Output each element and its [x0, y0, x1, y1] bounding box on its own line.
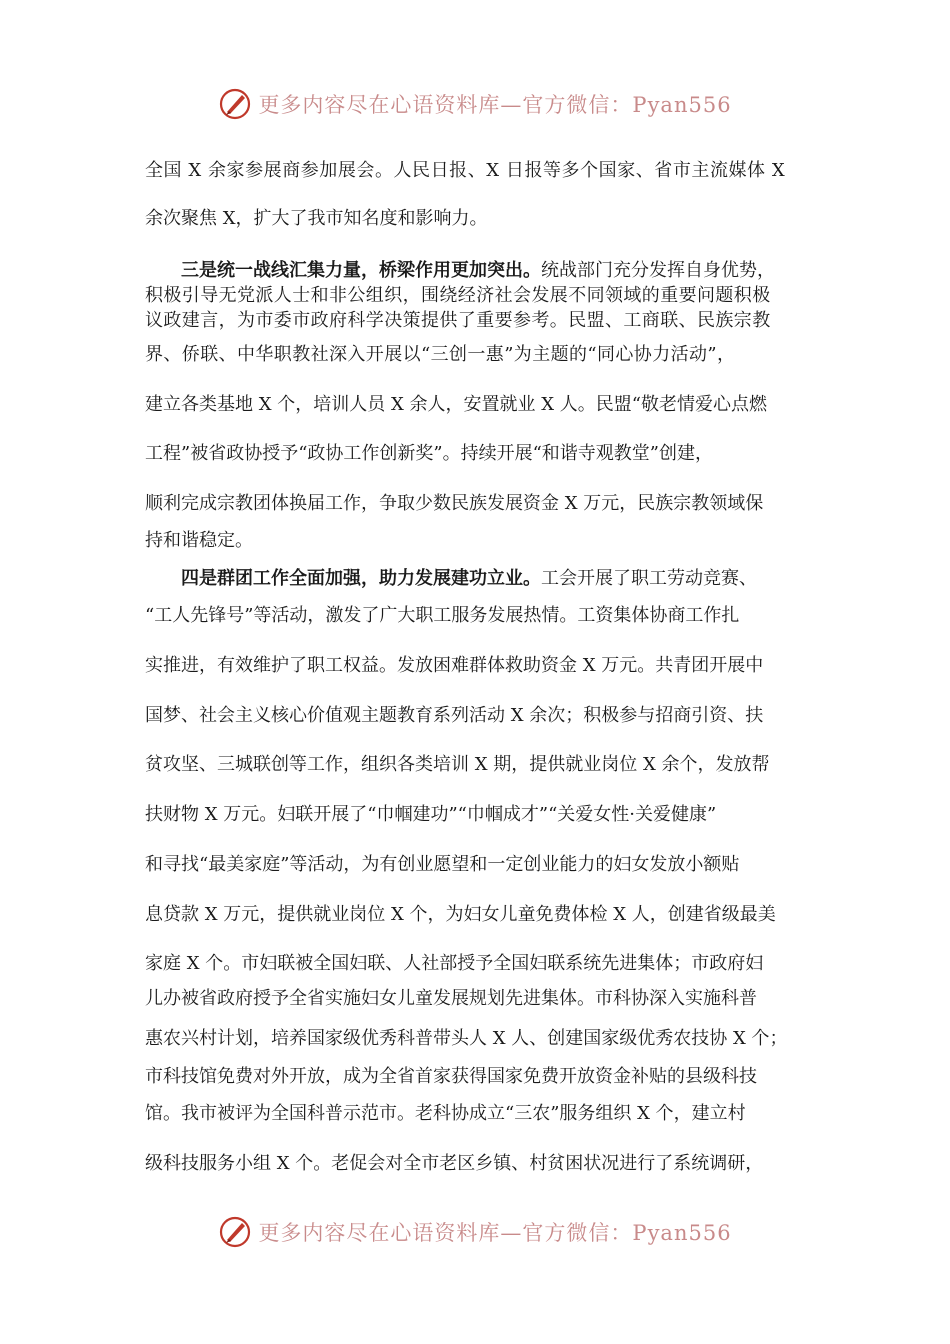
paragraph-line: [181, 258, 775, 284]
text-line: 儿办被省政府授予全省实施妇女儿童发展规划先进集体。市科协深入实施科普: [145, 988, 757, 1009]
text-line: 和寻找“最美家庭”等活动，为有创业愿望和一定创业能力的妇女发放小额贴: [145, 854, 740, 875]
text-line: 市科技馆免费对外开放，成为全省首家获得国家免费开放资金补贴的县级科技: [145, 1066, 757, 1087]
text-line: 惠农兴村计划，培养国家级优秀科普带头人 X 人、创建国家级优秀农技协 X 个；: [145, 1028, 788, 1049]
text-line: 国梦、社会主义核心价值观主题教育系列活动 X 余次；积极参与招商引资、扶: [145, 705, 764, 726]
text-line: 扶财物 X 万元。妇联开展了“巾帼建功”“巾帼成才”“关爱女性·关爱健康”: [145, 804, 717, 825]
watermark-text: 更多内容尽在心语资料库—官方微信：Pyan556: [258, 93, 732, 117]
text-line: 建立各类基地 X 个，培训人员 X 余人，安置就业 X 人。民盟“敬老情爱心点燃: [145, 394, 767, 415]
pen-logo-icon: [218, 87, 252, 121]
text-line: 界、侨联、中华职教社深入开展以“三创一惠”为主题的“同心协力活动”，: [145, 344, 736, 365]
watermark-text: 更多内容尽在心语资料库—官方微信：Pyan556: [258, 1221, 732, 1245]
text-line: 家庭 X 个。市妇联被全国妇联、人社部授予全国妇联系统先进集体；市政府妇: [145, 953, 764, 974]
section-heading: 三是统一战线汇集力量，桥梁作用更加突出。: [181, 260, 541, 281]
text-line: “工人先锋号”等活动，激发了广大职工服务发展热情。工资集体协商工作扎: [145, 605, 740, 626]
text-line: 持和谐稳定。: [145, 530, 253, 551]
text-line: 级科技服务小组 X 个。老促会对全市老区乡镇、村贫困状况进行了系统调研，: [145, 1153, 764, 1174]
header-watermark: [0, 84, 950, 124]
text-line: 工程”被省政协授予“政协工作创新奖”。持续开展“和谐寺观教堂”创建，: [145, 443, 714, 464]
text-line: 余次聚焦 X，扩大了我市知名度和影响力。: [145, 208, 488, 229]
text-line: 馆。我市被评为全国科普示范市。老科协成立“三农”服务组织 X 个，建立村: [145, 1103, 746, 1124]
text-line: 息贷款 X 万元，提供就业岗位 X 个，为妇女儿童免费体检 X 人，创建省级最美: [145, 904, 776, 925]
text-line: 议政建言，为市委市政府科学决策提供了重要参考。民盟、工商联、民族宗教: [145, 310, 771, 331]
text-line: 贫攻坚、三城联创等工作，组织各类培训 X 期，提供就业岗位 X 余个，发放帮: [145, 754, 770, 775]
section-heading: 四是群团工作全面加强，助力发展建功立业。: [181, 568, 541, 589]
paragraph-line: [181, 566, 757, 592]
footer-watermark: [0, 1212, 950, 1252]
text-line: 顺利完成宗教团体换届工作，争取少数民族发展资金 X 万元，民族宗教领域保: [145, 493, 764, 514]
text-segment: 统战部门充分发挥自身优势，: [541, 260, 775, 281]
text-segment: 工会开展了职工劳动竞赛、: [541, 568, 757, 589]
text-line: 积极引导无党派人士和非公组织，围绕经济社会发展不同领域的重要问题积极: [145, 285, 771, 306]
text-line: 实推进，有效维护了职工权益。发放困难群体救助资金 X 万元。共青团开展中: [145, 655, 764, 676]
pen-logo-icon: [218, 1215, 252, 1249]
text-line: 全国 X 余家参展商参加展会。人民日报、X 日报等多个国家、省市主流媒体 X: [145, 160, 786, 181]
